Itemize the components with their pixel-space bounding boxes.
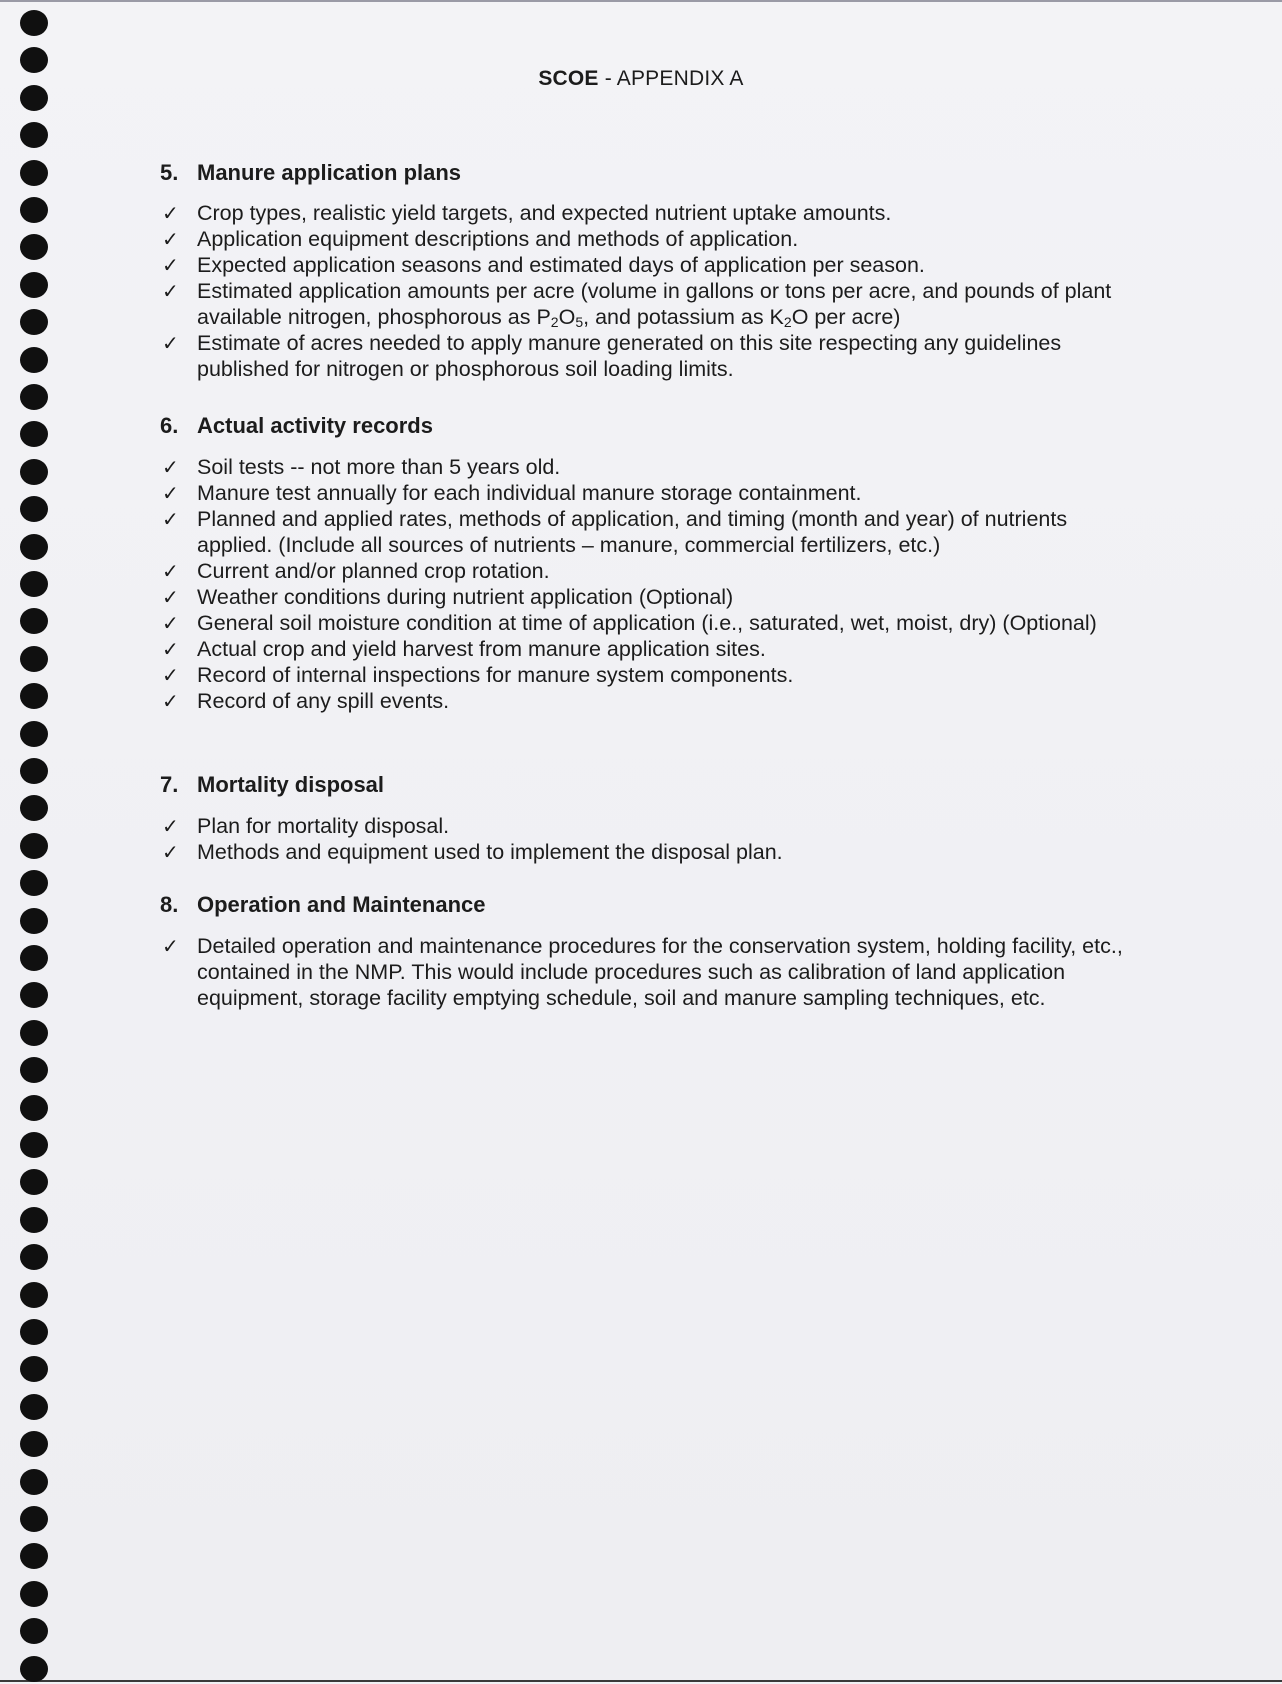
- binder-hole: [20, 459, 48, 485]
- binder-hole: [20, 833, 48, 859]
- checkmark-icon: ✓: [162, 585, 179, 609]
- section-heading: Actual activity records: [197, 413, 433, 438]
- page-header: [0, 67, 1282, 91]
- list-item: ✓ Record of internal inspections for manure system components.: [162, 663, 794, 687]
- binder-hole: [20, 683, 48, 709]
- section-8-title: [160, 892, 486, 918]
- binder-hole: [20, 1506, 48, 1532]
- binder-hole: [20, 1020, 48, 1046]
- binder-hole: [20, 1319, 48, 1345]
- binder-hole: [20, 10, 48, 36]
- list-item: ✓ Current and/or planned crop rotation.: [162, 559, 550, 583]
- list-item: ✓ General soil moisture condition at time of application (i.e., saturated, wet, moist, dry) (Optional): [162, 611, 1097, 635]
- binder-hole: [20, 1431, 48, 1457]
- section-number: 7.: [160, 772, 179, 797]
- checkmark-icon: ✓: [162, 934, 179, 958]
- binder-hole: [20, 1244, 48, 1270]
- binder-holes: [20, 2, 52, 1684]
- checkmark-icon: ✓: [162, 481, 179, 505]
- binder-hole: [20, 1169, 48, 1195]
- header-org: SCOE: [538, 67, 599, 90]
- binder-hole: [20, 1356, 48, 1382]
- section-number: 5.: [160, 160, 179, 185]
- checkmark-icon: ✓: [162, 331, 179, 355]
- checkmark-icon: ✓: [162, 689, 179, 713]
- checkmark-icon: ✓: [162, 559, 179, 583]
- list-item: ✓ Methods and equipment used to implement the disposal plan.: [162, 840, 783, 864]
- checkmark-icon: ✓: [162, 840, 179, 864]
- section-number: 8.: [160, 892, 179, 917]
- binder-hole: [20, 234, 48, 260]
- checkmark-icon: ✓: [162, 227, 179, 251]
- binder-hole: [20, 758, 48, 784]
- binder-hole: [20, 1095, 48, 1121]
- binder-hole: [20, 384, 48, 410]
- checkmark-icon: ✓: [162, 611, 179, 635]
- list-item: ✓ Planned and applied rates, methods of application, and timing (month and year) of nutrients applied. (Include all sources of nutrients – manure, commercial fertilizers, etc.): [162, 507, 1068, 557]
- binder-hole: [20, 870, 48, 896]
- checkmark-icon: ✓: [162, 814, 179, 838]
- binder-hole: [20, 309, 48, 335]
- section-5-list: [160, 200, 1140, 382]
- binder-hole: [20, 1581, 48, 1607]
- binder-hole: [20, 1543, 48, 1569]
- binder-hole: [20, 721, 48, 747]
- binder-hole: [20, 421, 48, 447]
- section-heading: Manure application plans: [197, 160, 462, 185]
- list-item: ✓ Expected application seasons and estimated days of application per season.: [162, 253, 925, 277]
- section-6-title: [160, 413, 433, 439]
- binder-hole: [20, 534, 48, 560]
- binder-hole: [20, 496, 48, 522]
- list-item: ✓ Actual crop and yield harvest from manure application sites.: [162, 637, 766, 661]
- binder-hole: [20, 646, 48, 672]
- binder-hole: [20, 197, 48, 223]
- binder-hole: [20, 908, 48, 934]
- binder-hole: [20, 160, 48, 186]
- binder-hole: [20, 608, 48, 634]
- binder-hole: [20, 1057, 48, 1083]
- list-item: ✓ Soil tests -- not more than 5 years old.: [162, 455, 561, 479]
- binder-hole: [20, 982, 48, 1008]
- binder-hole: [20, 1469, 48, 1495]
- section-5-title: [160, 160, 461, 186]
- checkmark-icon: ✓: [162, 279, 179, 303]
- checkmark-icon: ✓: [162, 201, 179, 225]
- section-8-list: [160, 933, 1140, 1011]
- list-item: ✓ Manure test annually for each individual manure storage containment.: [162, 481, 862, 505]
- binder-hole: [20, 1132, 48, 1158]
- binder-hole: [20, 272, 48, 298]
- binder-hole: [20, 1656, 48, 1682]
- checkmark-icon: ✓: [162, 637, 179, 661]
- section-7-list: [160, 813, 1140, 865]
- binder-hole: [20, 945, 48, 971]
- list-item: ✓ Record of any spill events.: [162, 689, 450, 713]
- binder-hole: [20, 1207, 48, 1233]
- list-item: ✓ Detailed operation and maintenance procedures for the conservation system, holding facility, etc., contained in the NMP. This would include procedures such as calibration of land application equipment, storage facility emptying schedule, soil and manure sampling techniques, etc.: [162, 934, 1123, 1010]
- section-6-list: [160, 454, 1140, 714]
- header-appendix: - APPENDIX A: [598, 67, 744, 90]
- list-item: ✓ Application equipment descriptions and methods of application.: [162, 227, 799, 251]
- binder-hole: [20, 1394, 48, 1420]
- section-7-title: [160, 772, 384, 798]
- binder-hole: [20, 347, 48, 373]
- binder-hole: [20, 1618, 48, 1644]
- checkmark-icon: ✓: [162, 455, 179, 479]
- list-item: ✓ Plan for mortality disposal.: [162, 814, 450, 838]
- list-item: ✓ Weather conditions during nutrient application (Optional): [162, 585, 734, 609]
- section-heading: Operation and Maintenance: [197, 892, 486, 917]
- list-item: ✓ Estimated application amounts per acre (volume in gallons or tons per acre, and pounds of plant available nitrogen, phosphorous as $P_2O_5$, and potassium as $K_2O$ per acre): [162, 279, 1112, 330]
- checkmark-icon: ✓: [162, 507, 179, 531]
- binder-hole: [20, 122, 48, 148]
- binder-hole: [20, 795, 48, 821]
- section-heading: Mortality disposal: [197, 772, 385, 797]
- binder-hole: [20, 1282, 48, 1308]
- list-item: ✓ Estimate of acres needed to apply manure generated on this site respecting any guidelines published for nitrogen or phosphorous soil loading limits.: [162, 331, 1062, 381]
- checkmark-icon: ✓: [162, 663, 179, 687]
- section-number: 6.: [160, 413, 179, 438]
- list-item: ✓ Crop types, realistic yield targets, and expected nutrient uptake amounts.: [162, 201, 892, 225]
- checkmark-icon: ✓: [162, 253, 179, 277]
- binder-hole: [20, 571, 48, 597]
